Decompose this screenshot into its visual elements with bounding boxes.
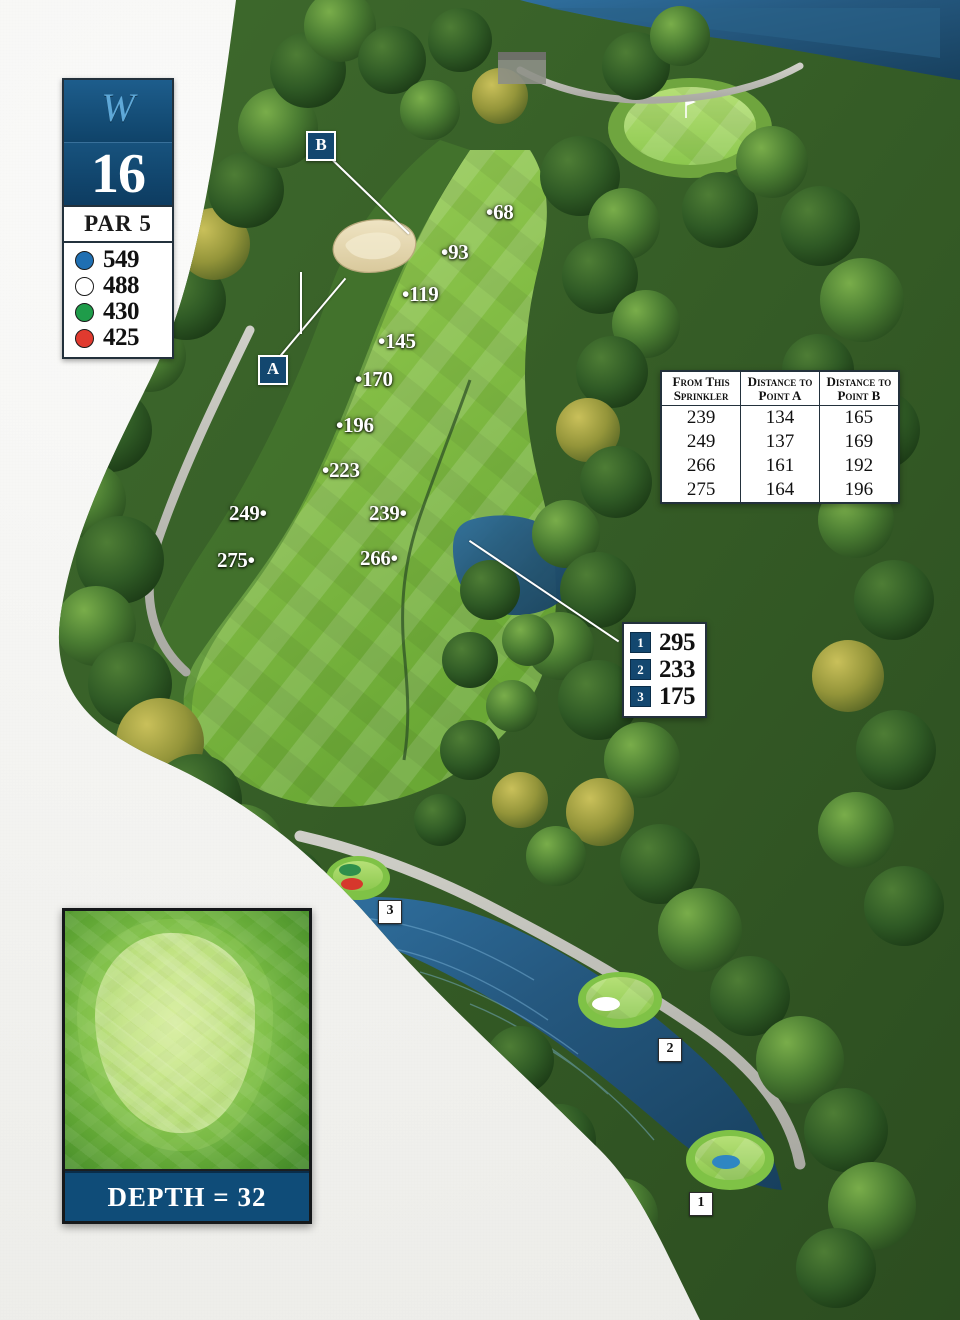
- cell-point-a: 134: [741, 406, 820, 431]
- tee-color-dot-white: [75, 277, 94, 296]
- tee-color-dot-blue: [75, 251, 94, 270]
- point-marker-a[interactable]: A: [258, 355, 288, 385]
- tee-row: [64, 299, 172, 325]
- cell-sprinkler: 266: [662, 454, 741, 478]
- tee-yardage: 549: [103, 246, 139, 273]
- hole-par: PAR 5: [64, 205, 172, 243]
- sprinkler-label-196: •196: [336, 413, 374, 437]
- tee-marker-2[interactable]: 2: [658, 1038, 682, 1062]
- table-row: [662, 454, 898, 478]
- green-surround: [65, 911, 309, 1169]
- tee-color-dot-green: [75, 303, 94, 322]
- tee-row: [64, 247, 172, 273]
- tee-distance-value: 295: [659, 628, 695, 656]
- tee-yardage: 425: [103, 324, 139, 351]
- cell-point-b: 196: [844, 479, 874, 501]
- tee-marker-3[interactable]: 3: [378, 900, 402, 924]
- sprinkler-label-119: •119: [402, 282, 439, 306]
- tee-badge-3: 3: [630, 686, 651, 707]
- sprinkler-label-145: •145: [378, 329, 416, 353]
- sprinkler-dot: •: [247, 548, 255, 572]
- table-header-row: [662, 372, 898, 406]
- cell-sprinkler: 249: [662, 430, 741, 454]
- sprinkler-dot: •: [336, 413, 344, 437]
- tee-row: [64, 273, 172, 299]
- tee-yardage-list: [64, 243, 172, 357]
- sprinkler-dot: •: [322, 458, 330, 482]
- column-header-point-b: Distance to Point B: [819, 372, 898, 406]
- column-header-point-a: Distance to Point A: [741, 372, 820, 406]
- sprinkler-dot: •: [259, 501, 267, 525]
- tee-badge-1: 1: [630, 632, 651, 653]
- green-detail-inset: [62, 908, 312, 1224]
- sprinkler-dot: •: [486, 200, 494, 224]
- cell-sprinkler: 275: [662, 478, 741, 502]
- tee-color-dot-red: [75, 329, 94, 348]
- tee-yardage: 488: [103, 272, 139, 299]
- cell-point-b: 169: [844, 431, 874, 453]
- cell-point-b: 165: [844, 407, 874, 429]
- tee-distance-row: [630, 656, 695, 683]
- table-row: [662, 478, 898, 502]
- hole-info-plaque: [62, 78, 174, 359]
- sprinkler-label-93: •93: [441, 240, 469, 264]
- sprinkler-label-275: 275•: [217, 548, 255, 572]
- tee-distance-row: [630, 629, 695, 656]
- cell-point-b: 192: [844, 455, 874, 477]
- sprinkler-label-223: •223: [322, 458, 360, 482]
- sprinkler-dot: •: [441, 240, 449, 264]
- sprinkler-dot: •: [402, 282, 410, 306]
- green-depth-caption: DEPTH = 32: [65, 1171, 309, 1221]
- tee-distance-box: [622, 622, 707, 718]
- column-header-sprinkler: From This Sprinkler: [662, 372, 741, 406]
- sprinkler-label-239: 239•: [369, 501, 407, 525]
- tee-distance-row: [630, 683, 695, 710]
- distance-table: [660, 370, 900, 504]
- sprinkler-label-170: •170: [355, 367, 393, 391]
- putting-surface: [95, 933, 255, 1133]
- tee-marker-1[interactable]: 1: [689, 1192, 713, 1216]
- leader-line-a-tick: [300, 272, 302, 334]
- table-row: [662, 430, 898, 454]
- sprinkler-label-68: •68: [486, 200, 514, 224]
- cell-point-a: 164: [741, 478, 820, 502]
- course-logo: [64, 80, 172, 143]
- sprinkler-label-249: 249•: [229, 501, 267, 525]
- sprinkler-label-266: 266•: [360, 546, 398, 570]
- sprinkler-dot: •: [390, 546, 398, 570]
- hole-number: 16: [64, 143, 172, 205]
- sprinkler-dot: •: [355, 367, 363, 391]
- tee-distance-value: 233: [659, 655, 695, 683]
- sprinkler-dot: •: [399, 501, 407, 525]
- point-marker-b[interactable]: B: [306, 131, 336, 161]
- tee-yardage: 430: [103, 298, 139, 325]
- cell-point-a: 137: [741, 430, 820, 454]
- tee-row: [64, 325, 172, 351]
- sprinkler-dot: •: [378, 329, 386, 353]
- tee-badge-2: 2: [630, 659, 651, 680]
- cell-sprinkler: 239: [662, 406, 741, 431]
- tee-distance-value: 175: [659, 682, 695, 710]
- green-fringe: [77, 919, 273, 1151]
- course-logo-letter: W: [101, 85, 135, 130]
- table-row: [662, 406, 898, 431]
- cell-point-a: 161: [741, 454, 820, 478]
